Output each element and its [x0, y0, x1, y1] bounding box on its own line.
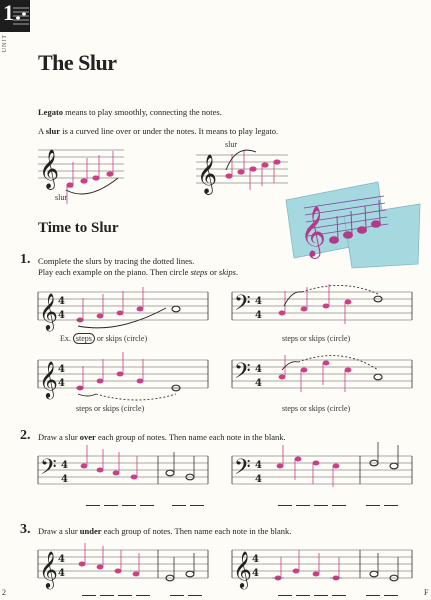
svg-text:4: 4	[255, 378, 262, 389]
exercise-3-number: 3.	[20, 522, 31, 537]
slur-label-under: slur	[55, 193, 67, 202]
exercise-3-instructions: Draw a slur under each group of notes. Then name each note in the blank.	[38, 526, 292, 536]
answer-blank[interactable]	[296, 505, 310, 506]
exercise-1a-choices: Ex. steps or skips (circle)	[60, 334, 148, 343]
answer-blank[interactable]	[278, 595, 292, 596]
answer-blank[interactable]	[104, 505, 118, 506]
exercise-1d-staff	[232, 352, 417, 400]
legato-definition	[38, 107, 222, 117]
svg-text:4: 4	[255, 364, 262, 375]
exercise-1b-choices: steps or skips (circle)	[282, 334, 351, 343]
answer-blank[interactable]	[82, 595, 96, 596]
slur-text: is a curved line over or under the notes. It means to play legato.	[59, 126, 279, 136]
svg-text:𝄢: 𝄢	[234, 455, 251, 485]
svg-text:𝄞: 𝄞	[39, 149, 60, 189]
svg-text:4: 4	[58, 364, 65, 375]
exercise-1b-staff	[232, 284, 417, 332]
svg-text:𝄞: 𝄞	[300, 206, 327, 257]
svg-text:𝄢: 𝄢	[234, 359, 251, 389]
exercise-2-instructions: Draw a slur over each group of notes. Then name each note in the blank.	[38, 432, 286, 442]
answer-blank[interactable]	[136, 595, 150, 596]
answer-blank[interactable]	[366, 595, 380, 596]
answer-blank[interactable]	[140, 505, 154, 506]
answer-blank[interactable]	[314, 505, 328, 506]
exercise-1-line1: Complete the slurs by tracing the dotted lines.	[38, 256, 195, 266]
svg-text:4: 4	[58, 554, 65, 565]
svg-text:𝄞: 𝄞	[39, 292, 58, 330]
answer-blank[interactable]	[332, 505, 346, 506]
answer-blank[interactable]	[172, 505, 186, 506]
answer-blank[interactable]	[314, 595, 328, 596]
svg-text:4: 4	[252, 568, 259, 579]
section-title: Time to Slur	[38, 220, 119, 236]
svg-text:4: 4	[252, 554, 259, 565]
unit-tab-staff-icon	[0, 0, 30, 32]
svg-text:𝄞: 𝄞	[233, 550, 252, 588]
unit-tab	[0, 0, 30, 32]
answer-blank[interactable]	[122, 505, 136, 506]
exercise-3b-staff	[232, 542, 417, 588]
page-title: The Slur	[38, 50, 117, 75]
exercise-1c-choices: steps or skips (circle)	[76, 404, 145, 413]
exercise-1d-choices: steps or skips (circle)	[282, 404, 351, 413]
exercise-1a-staff	[38, 284, 218, 332]
slur-term: slur	[45, 126, 60, 136]
svg-text:𝄞: 𝄞	[197, 154, 218, 194]
exercise-1-line2: Play each example on the piano. Then circle steps or skips.	[38, 267, 239, 277]
unit-label: UNIT	[2, 34, 8, 53]
decorative-music-card	[282, 178, 422, 268]
svg-text:4: 4	[58, 296, 65, 307]
answer-blank[interactable]	[170, 595, 184, 596]
answer-blank[interactable]	[366, 505, 380, 506]
svg-text:4: 4	[58, 378, 65, 389]
answer-blank[interactable]	[296, 595, 310, 596]
exercise-1-number: 1.	[20, 252, 31, 267]
svg-text:4: 4	[58, 310, 65, 321]
svg-text:𝄢: 𝄢	[40, 455, 57, 485]
svg-text:𝄞: 𝄞	[39, 550, 58, 588]
svg-text:𝄞: 𝄞	[39, 360, 58, 398]
svg-text:4: 4	[255, 474, 262, 485]
exercise-2a-staff	[38, 448, 218, 496]
intro-staff-slur-under	[38, 140, 168, 200]
answer-blank[interactable]	[384, 595, 398, 596]
exercise-2-number: 2.	[20, 428, 31, 443]
answer-blank[interactable]	[100, 595, 114, 596]
svg-text:4: 4	[61, 460, 68, 471]
answer-blank[interactable]	[190, 505, 204, 506]
slur-prefix: A	[38, 126, 46, 136]
exercise-1c-staff	[38, 352, 218, 400]
exercise-2b-staff	[232, 448, 417, 496]
exercise-3a-staff	[38, 542, 218, 588]
svg-text:𝄢: 𝄢	[234, 291, 251, 321]
circled-steps: steps	[73, 333, 95, 344]
legato-text: means to play smoothly, connecting the notes.	[63, 107, 222, 117]
answer-blank[interactable]	[332, 595, 346, 596]
answer-blank[interactable]	[86, 505, 100, 506]
unit-number: 1	[3, 0, 14, 25]
svg-text:4: 4	[58, 568, 65, 579]
page-number: 2	[2, 588, 6, 597]
legato-term: Legato	[38, 107, 64, 117]
answer-blank[interactable]	[118, 595, 132, 596]
svg-text:4: 4	[255, 310, 262, 321]
svg-text:4: 4	[255, 296, 262, 307]
slur-definition	[38, 126, 278, 136]
answer-blank[interactable]	[384, 505, 398, 506]
svg-text:4: 4	[255, 460, 262, 471]
svg-text:4: 4	[61, 474, 68, 485]
slur-label-over: slur	[225, 140, 237, 149]
answer-blank[interactable]	[188, 595, 202, 596]
edge-letter: F	[424, 588, 429, 597]
answer-blank[interactable]	[278, 505, 292, 506]
